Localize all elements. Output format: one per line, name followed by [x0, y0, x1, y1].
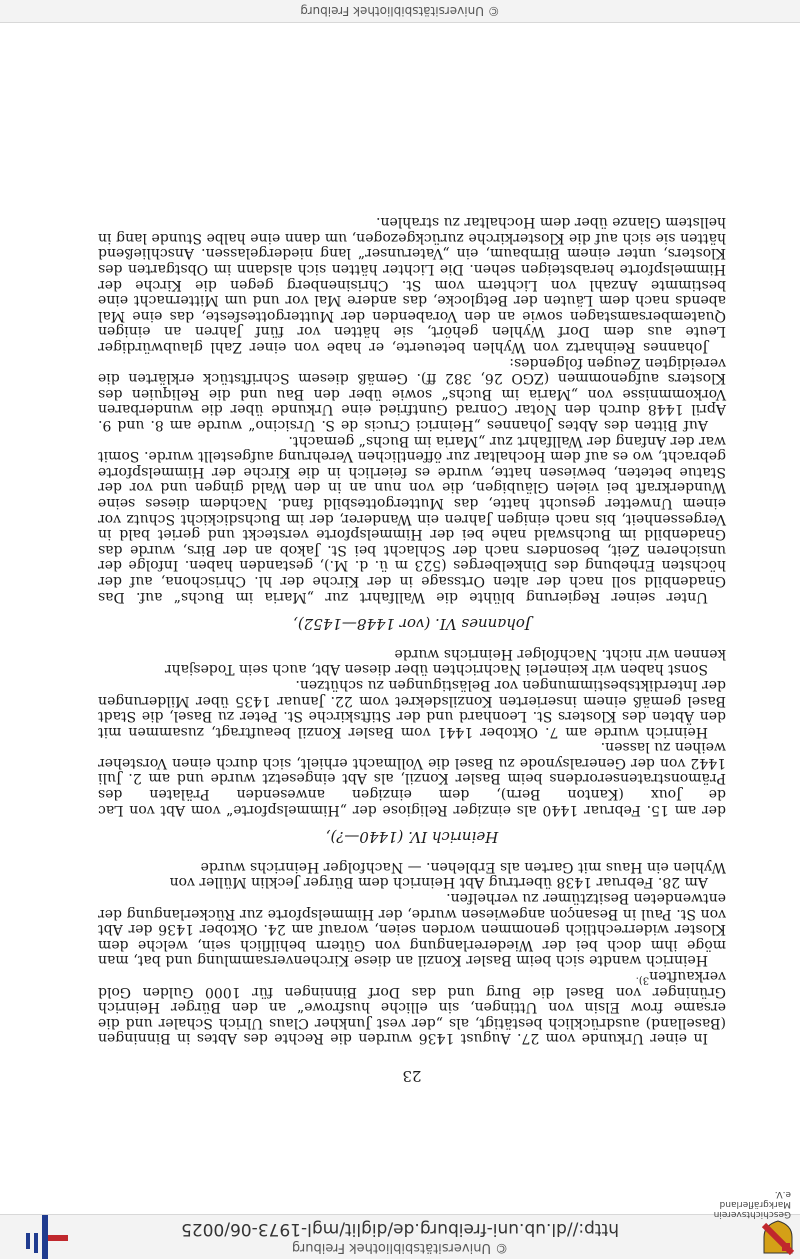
- paragraph-p8: der am 15. Februar 1440 als einziger Religiose der „Himmelspforte“ vom Abt von Lac de Joux (Kanton Bern), dem einzigen anwesenden Prälaten des Prämonstratenserordens beim Basler Konzil, als Abt eingesetzt wurde und am 2. Juli 1442 von der Generalsynode zu Basel die Vollmacht erhielt, sich durch einen Vorsteher weihen zu lassen.: [98, 739, 726, 818]
- paragraph-p7: Heinrich wurde am 7. Oktober 1441 vom Basler Konzil beauftragt, zusammen mit den Äbten des Klosters St. Leonhard und der Stiftskirche St. Peter zu Basel, die Stadt Basel gemäß einem inserierten Konzilsdekret vom 22. Januar 1435 über Milderungen der Interdiktsbestimmungen vor Belästigungen zu schützen.: [98, 676, 726, 740]
- paragraph-p5: Sonst haben wir keinerlei Nachrichten über diesen Abt, auch sein Todesjahr: [164, 661, 708, 678]
- paragraph-p9: Wyhlen ein Haus mit Garten als Erblehen. — Nachfolger Heinrichs wurde: [200, 858, 726, 875]
- paragraph-p12: In einer Urkunde vom 27. August 1436 wurden die Rechte des Abtes in Binningen (Baselland) ausdrücklich bestätigt, als „der vest Junkher Claus Ulrich Schaler und die ersame frow Elsin von Uttingen, sin elliche husfrowe“ an den Bürger Heinrich Grüninger von Basel die Burg und das Dorf Binningen für 1000 Gulden Gold verkauften$^{3).}$: [98, 968, 726, 1047]
- banner-center: [0, 1219, 800, 1257]
- ub-logo: [8, 1215, 78, 1259]
- society-name: Geschichtsverein Markgräflerland e.V.: [713, 1189, 791, 1219]
- paragraph-p11: Heinrich wandte sich beim Basler Konzil an diese Kirchenversammlung und bat, man möge ihm doch bei der Wiedererlangung von Gütern behilflich sein, welche dem Kloster widerrechtlich genommen worden seien, worauf am 24. Oktober 1436 der Abt von St. Paul in Besançon angewiesen wurde, der Himmelspforte zur Rückerlangung der entwendeten Besitztümer zu verhelfen.: [98, 890, 726, 969]
- footnote-ref: 3).: [635, 974, 650, 986]
- footer-copyright: © Universitätsbibliothek Freiburg: [300, 4, 500, 18]
- paragraph-p3: Johannes Reinhartz von Wyhlen beteuerte, er habe von einer Zahl glaubwürdiger Leute aus dem Dorf Wyhlen gehört, sie hätten vor fünf Jahren an einigen Quatembersamstagen sowie an den Vorabenden der Muttergottesfeste, das eine Mal abends nach dem Läuten der Betglocke, das andere Mal vor und um Mitternacht eine bestimmte Anzahl von Lichtern vom St. Chrisinenberg gegen die Kirche der Himmelspforte herabsteigen sehen. Die Lichter hätten sich alsdann im Obstgarten des Klosters, unter einem Birnbaum, ein „Vaterunser“ lang niedergelassen. Anschließend hätten sie sich auf die Klosterkirche zurückgezogen, um dann eine halbe Stunde lang in hellstem Glanze über dem Hochaltar zu strahlen.: [98, 214, 726, 356]
- heading-johannes: Johannes VI. (vor 1448—1452),: [293, 615, 531, 634]
- heading-heinrich: Heinrich IV. (1440—?),: [325, 828, 499, 847]
- footer-banner: [0, 0, 800, 23]
- copyright-text: © Universitätsbibliothek Freiburg: [291, 1240, 509, 1255]
- source-url[interactable]: http://dl.ub.uni-freiburg.de/diglit/mgl-1973-06/0025: [181, 1219, 619, 1239]
- document-page: [98, 214, 726, 1083]
- header-banner: [0, 1189, 800, 1259]
- page-number: 23: [402, 1067, 422, 1085]
- library-logo-icon: [8, 1215, 78, 1259]
- paragraph-p1: Unter seiner Regierung blühte die Wallfahrt zur „Maria im Buchs“ auf. Das Gnadenbild soll nach der alten Ortssage in der Kirche der hl. Chrischona, auf der höchsten Erhebung des Dinkelberges (523 m ü. d. M.), gestanden haben. Infolge der unsicheren Zeit, besonders nach der Schlacht bei St. Jakob an der Birs, wurde das Gnadenbild im Buchswald nahe bei der Himmelspforte versteckt und geriet bald in Vergessenheit, bis nach einigen Jahren ein Wanderer, der im Buchsdickicht Schutz vor einem Unwetter gesucht hatte, das Muttergottesbild fand. Nachdem dieses seine Wunderkraft bei vielen Gläubigen, die von nun an in den Wald gingen und vor der Statue beteten, bewiesen hatte, wurde es feierlich in die Kirche der Himmelspforte gebracht, wo es auf dem Hochaltar zur öffentlichen Verehrung aufgestellt wurde. Somit war der Anfang der Wallfahrt zur „Maria im Buchs“ gemacht.: [98, 432, 726, 605]
- paragraph-p10: Am 28. Februar 1438 übertrug Abt Heinrich dem Bürger Jecklin Müller von: [169, 874, 708, 891]
- paragraph-p4: kennen wir nicht. Nachfolger Heinrichs wurde: [394, 645, 726, 662]
- paragraph-p2: Auf Bitten des Abtes Johannes „Heinrici Crucis de S. Ursicino“ wurde am 8. und 9. April 1448 durch den Notar Conrad Guntfried eine Urkunde über die wunderbaren Vorkommnisse von „Maria im Buchs“ sowie über den Bau und die Reliquien des Klosters aufgenommen (ZGO 26, 382 ff). Gemäß diesem Schriftstück erklärten die vereidigten Zeugen folgendes:: [98, 354, 726, 434]
